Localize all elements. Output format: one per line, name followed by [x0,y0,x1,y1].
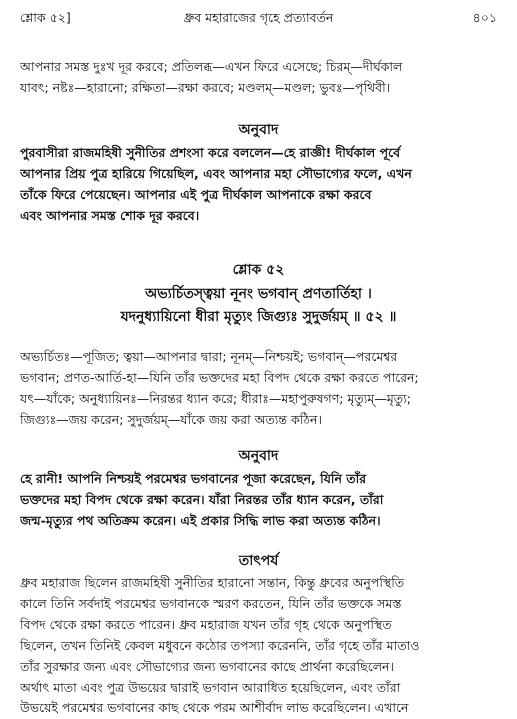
translation-line: হে রানী! আপনি নিশ্চয়ই পরমেশ্বর ভগবানের পূজা করেছেন, যিনি তাঁর [20,471,367,486]
translation-heading: অনুবাদ [238,448,279,464]
synonyms-line: যৎ—যাঁকে; অনুধ্যায়িনঃ—নিরন্তর ধ্যান করে; ধীরাঃ—মহাপুরুষগণ; মৃত্যুম্—মৃত্যু; [20,391,411,406]
translation-heading: অনুবাদ [238,122,279,138]
purport-line: উভয়েই পরমেশ্বর ভগবানের কাছ থেকে পরম আশীর্বাদ লাভ করেছিলেন। এখানে [20,700,409,715]
translation-line: জন্ম-মৃত্যুর পথ অতিক্রম করেন। এই প্রকার সিদ্ধি লাভ করা অত্যন্ত কঠিন। [20,513,381,528]
verse-line: অভ্যর্চিতস্ত্বয়া নূনং ভগবান্ প্রণতার্তিহা । [145,286,372,302]
synonyms-line: জিগ্যুঃ—জয় করেন; সুদুর্জয়ম্—যাঁকে জয় করা অত্যন্ত কঠিন। [20,412,322,427]
purport-line: ধ্রুব মহারাজ ছিলেন রাজমহিষী সুনীতির হারানো সন্তান, কিন্তু ধ্রুবের অনুপস্থিতি [20,575,405,590]
header-page-number: ৪০১ [472,10,497,25]
purport-line: ছিলেন, তখন তিনিই কেবল মধুবনে কঠোর তপস্যা করেননি, তাঁর গৃহে তাঁর মাতাও [20,638,420,653]
translation-line: তাঁকে ফিরে পেয়েছেন। আপনার এই পুত্র দীর্ঘকাল আপনাকে রক্ষা করবে [20,187,372,202]
verse-line: যদনুধ্যায়িনো ধীরা মৃত্যুং জিগ্যুঃ সুদুর্জয়ম্ ॥ ৫২ ॥ [120,309,397,325]
translation-line: আপনার প্রিয় পুত্র হারিয়ে গিয়েছিল, এবং আপনার মহা সৌভাগ্যের ফলে, এখন [20,166,412,181]
header-verse-ref: শ্লোক ৫২] [20,10,71,25]
purport-line: কালে তিনি সর্বদাই পরমেশ্বর ভগবানকে স্মরণ করতেন, যিনি তাঁর ভক্তকে সমস্ত [20,596,402,611]
synonyms-line: যাবৎ; নষ্টঃ—হারানো; রক্ষিতা—রক্ষা করবে; মণ্ডলম্—মণ্ডল; ভুবঃ—পৃথিবী। [20,80,391,95]
synonyms-line: অভ্যর্চিতঃ—পূজিত; ত্বয়া—আপনার দ্বারা; নূনম্—নিশ্চয়ই; ভগবান্—পরমেশ্বর [20,349,398,364]
purport-line: অর্থাৎ মাতা এবং পুত্র উভয়ের দ্বারাই ভগবান আরাধিত হয়েছিলেন, এবং তাঁরা [20,680,401,695]
header-chapter-title: ধ্রুব মহারাজের গৃহে প্রত্যাবর্তন [183,10,334,25]
verse-heading: শ্লোক ৫২ [232,262,285,278]
translation-line: এবং আপনার সমস্ত শোক দূর করবে। [20,208,200,223]
translation-line: পুরবাসীরা রাজমহিষী সুনীতির প্রশংসা করে বললেন—হে রাজ্ঞী! দীর্ঘকাল পূর্বে [20,145,401,160]
purport-line: তাঁর সুরক্ষার জন্য এবং সৌভাগ্যের জন্য ভগবানের কাছে প্রার্থনা করেছিলেন। [20,659,394,674]
running-header [20,10,497,32]
synonyms-line: ভগবান; প্রণত-আর্তি-হা—যিনি তাঁর ভক্তদের মহা বিপদ থেকে রক্ষা করতে পারেন; [20,370,419,385]
purport-line: বিপদ থেকে রক্ষা করতে পারেন। ধ্রুব মহারাজ যখন তাঁর গৃহ থেকে অনুপস্থিত [20,617,392,632]
purport-heading: তাৎপর্য [238,553,279,569]
translation-line: ভক্তদের মহা বিপদ থেকে রক্ষা করেন। যাঁরা নিরন্তর তাঁর ধ্যান করেন, তাঁরা [20,492,384,507]
synonyms-line: আপনার সমস্ত দুঃখ দূর করবে; প্রতিলব্ধ—এখন ফিরে এসেছে; চিরম্—দীর্ঘকাল [20,59,403,74]
